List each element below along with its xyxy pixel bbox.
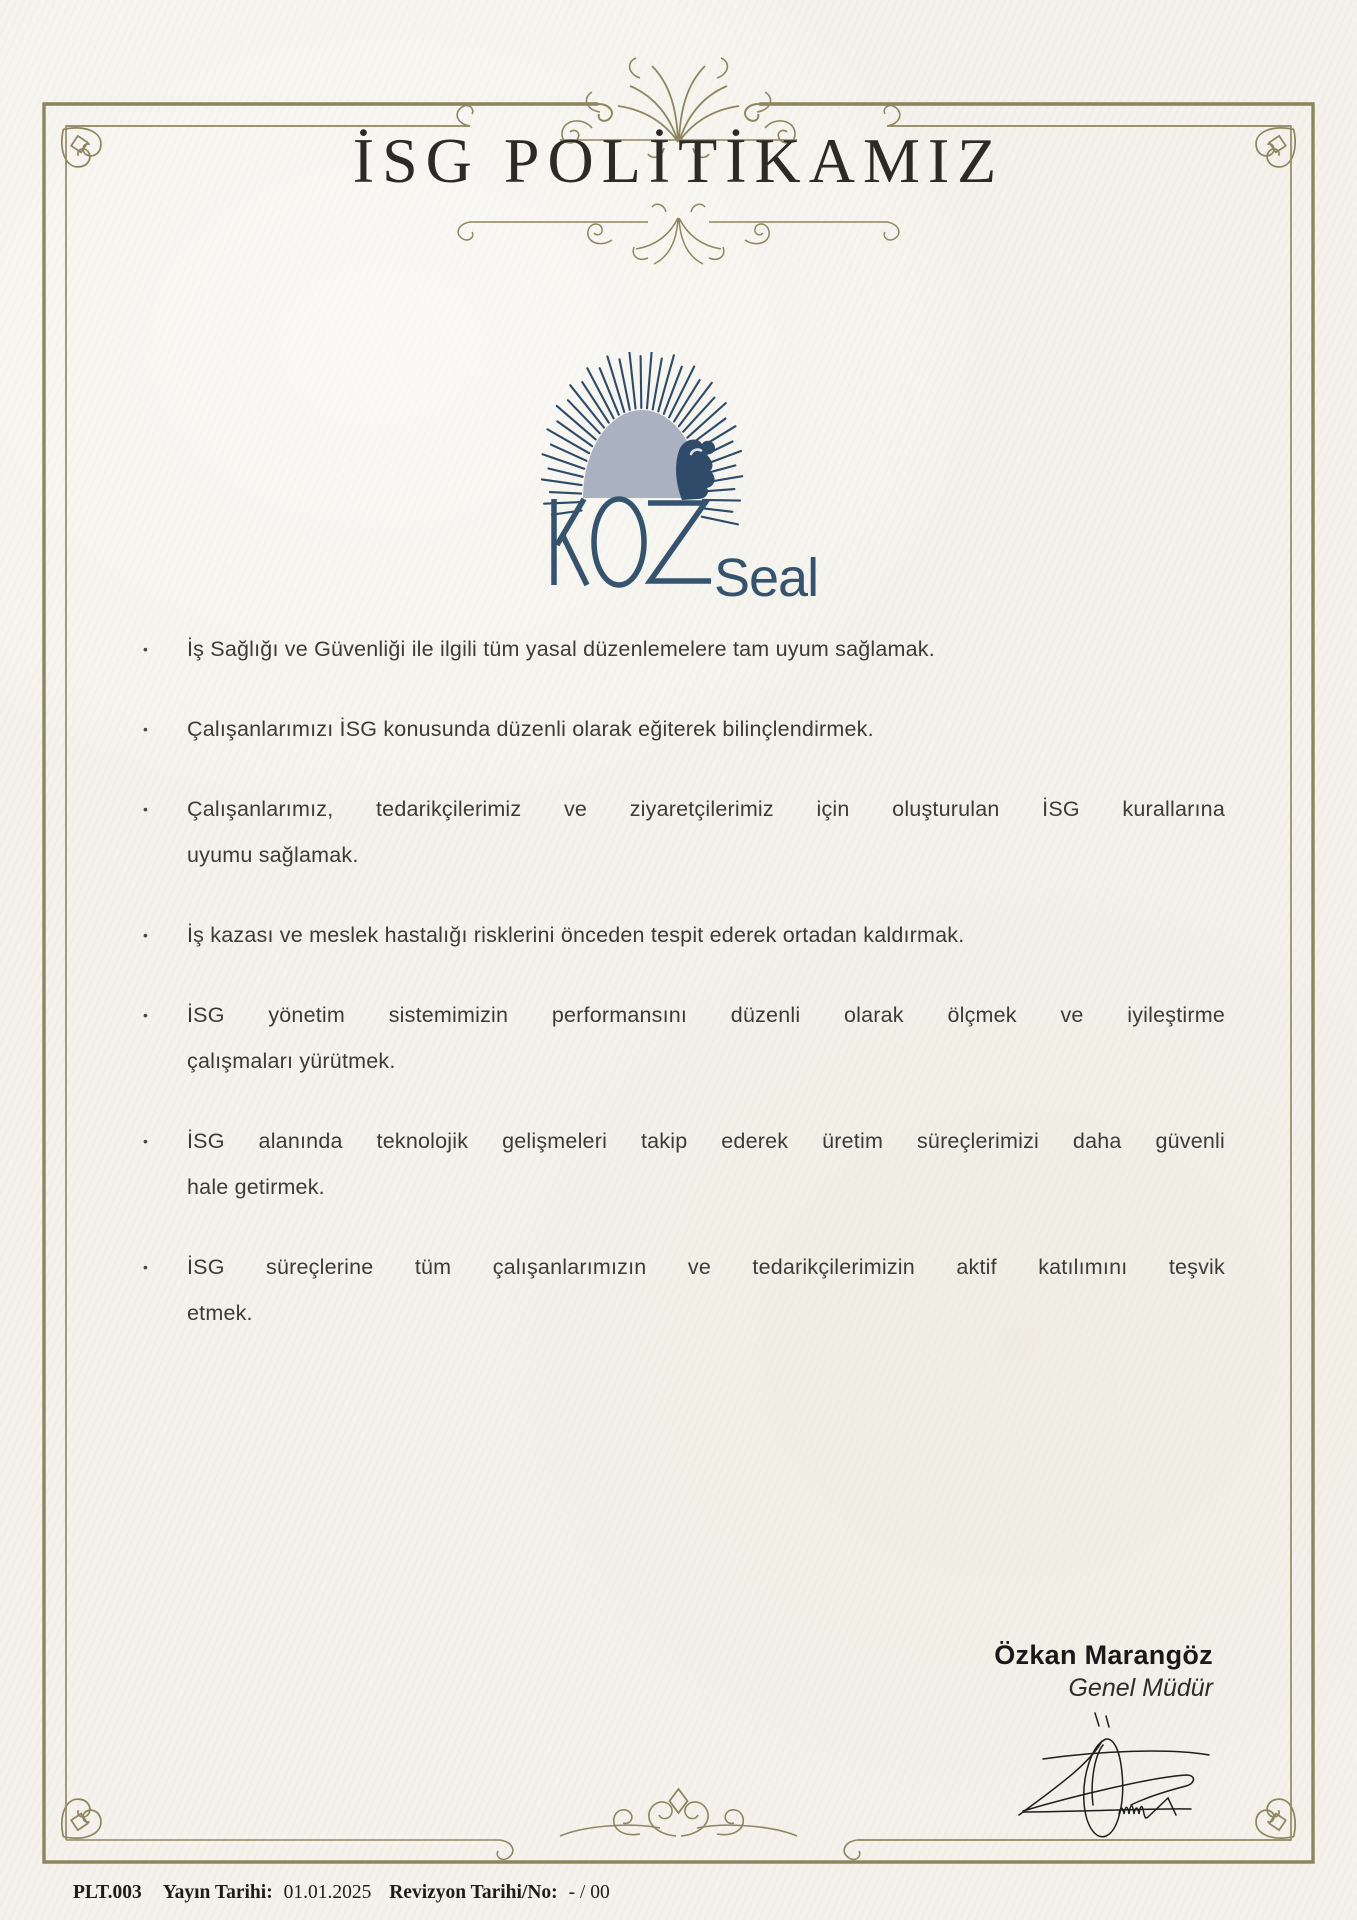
policy-item-text: • Çalışanlarımız, tedarikçilerimiz ve ziyaretçilerimiz için oluşturulan İSG kurallarına	[187, 797, 1225, 821]
policy-item-text: • İş Sağlığı ve Güvenliği ile ilgili tüm yasal düzenlemelere tam uyum sağlamak.	[187, 637, 935, 661]
page-title: İSG POLİTİKAMIZ	[352, 125, 1005, 196]
signatory-role: Genel Müdür	[1068, 1674, 1213, 1702]
company-logo	[540, 352, 820, 614]
policy-list	[143, 626, 1225, 1370]
policy-item	[143, 786, 1225, 878]
policy-item-text: • İş kazası ve meslek hastalığı risklerini önceden tespit ederek ortadan kaldırmak.	[187, 923, 965, 947]
document-footer	[73, 1882, 610, 1904]
logo-wordmark-seal: Seal	[714, 548, 819, 608]
corner-ornament-bottom-left	[62, 1799, 101, 1838]
publish-date-value: 01.01.2025	[283, 1882, 372, 1903]
subtitle-flourish-ornament	[458, 204, 899, 264]
corner-ornament-bottom-right	[1256, 1799, 1295, 1838]
doc-code: PLT.003	[73, 1882, 142, 1903]
policy-item	[143, 1244, 1225, 1336]
policy-item-text: • İSG süreçlerine tüm çalışanlarımızın ve tedarikçilerimizin aktif katılımını teşvik	[187, 1255, 1225, 1279]
policy-item-text: etmek.	[187, 1301, 253, 1325]
policy-item	[143, 706, 1225, 752]
hedgehog-logo-graphic	[540, 352, 820, 614]
policy-item-text: • İSG yönetim sistemimizin performansını düzenli olarak ölçmek ve iyileştirme	[187, 1003, 1225, 1027]
publish-date-label: Yayın Tarihi:	[162, 1882, 273, 1903]
signatory-name: Özkan Marangöz	[994, 1640, 1213, 1670]
policy-item	[143, 626, 1225, 672]
policy-item-text: • Çalışanlarımızı İSG konusunda düzenli olarak eğiterek bilinçlendirmek.	[187, 717, 874, 741]
revision-value: - / 00	[568, 1882, 610, 1903]
policy-item-text: çalışmaları yürütmek.	[187, 1049, 396, 1073]
policy-item-text: uyumu sağlamak.	[187, 843, 359, 867]
revision-label: Revizyon Tarihi/No:	[389, 1882, 558, 1903]
logo-wordmark-koz	[554, 499, 711, 585]
policy-item-text: hale getirmek.	[187, 1175, 325, 1199]
policy-item	[143, 912, 1225, 958]
policy-item	[143, 992, 1225, 1084]
handwritten-signature	[1003, 1693, 1223, 1853]
policy-item	[143, 1118, 1225, 1210]
policy-item-text: • İSG alanında teknolojik gelişmeleri takip ederek üretim süreçlerimizi daha güvenli	[187, 1129, 1225, 1153]
